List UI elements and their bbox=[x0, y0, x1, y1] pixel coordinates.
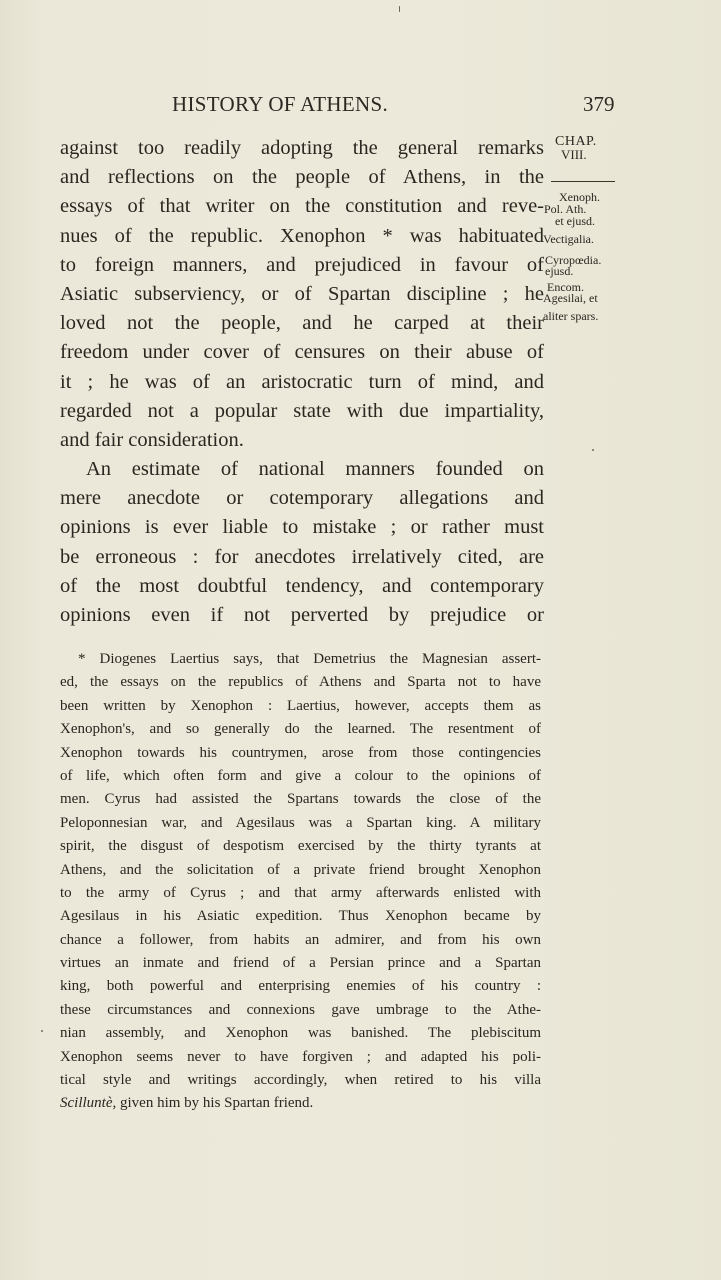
footnote-line-end: given him by his Spartan friend. bbox=[116, 1095, 314, 1112]
text-line: opinions is ever liable to mistake ; or rather must bbox=[60, 516, 544, 539]
footnote-line: of life, which often form and give a colour to the opinions of bbox=[60, 767, 541, 784]
text-line: to foreign manners, and prejudiced in favour of bbox=[60, 253, 544, 276]
text-line: of the most doubtful tendency, and contemporary bbox=[60, 574, 544, 597]
text-line: nues of the republic. Xenophon * was habituated bbox=[60, 224, 544, 247]
margin-note-pol-ath: Pol. Ath. bbox=[544, 202, 587, 216]
footnote-italic-place: Scilluntè, bbox=[60, 1095, 117, 1112]
footnote bbox=[60, 648, 541, 1116]
margin-chap: CHAP. bbox=[555, 134, 597, 149]
footnote-line: Xenophon towards his countrymen, arose from those contingencies bbox=[60, 744, 541, 761]
footnote-line: men. Cyrus had assisted the Spartans towards the close of the bbox=[60, 791, 541, 808]
text-line: mere anecdote or cotemporary allegations and bbox=[60, 487, 544, 510]
main-text bbox=[60, 134, 544, 630]
text-line: regarded not a popular state with due impartiality, bbox=[60, 399, 544, 422]
footnote-line: Xenophon's, and so generally do the learned. The resentment of bbox=[60, 721, 541, 738]
footnote-line: Athens, and the solicitation of a private friend brought Xenophon bbox=[60, 861, 541, 878]
text-line: An estimate of national manners founded on bbox=[86, 458, 544, 481]
footnote-line: to the army of Cyrus ; and that army afterwards enlisted with bbox=[60, 884, 541, 901]
footnote-line: tical style and writings accordingly, when retired to his villa bbox=[60, 1072, 541, 1089]
text-line: and reflections on the people of Athens, in the bbox=[60, 166, 544, 189]
running-head: HISTORY OF ATHENS. bbox=[172, 92, 389, 116]
margin-note-cyropaedia: Cyropœdia. bbox=[545, 253, 602, 267]
text-line: and fair consideration. bbox=[60, 428, 244, 451]
text-line: against too readily adopting the general remarks bbox=[60, 137, 544, 159]
margin-note-et-ejusd: et ejusd. bbox=[555, 214, 595, 228]
margin-rule bbox=[551, 181, 615, 182]
paper-speck bbox=[41, 1030, 43, 1032]
margin-note-encom: Encom. bbox=[547, 280, 584, 294]
text-line: essays of that writer on the constitution and reve- bbox=[60, 195, 544, 218]
text-line: freedom under cover of censures on their abuse of bbox=[60, 341, 544, 364]
footnote-line: nian assembly, and Xenophon was banished. The plebiscitum bbox=[60, 1025, 541, 1042]
margin-note-ejusd: ejusd. bbox=[545, 264, 574, 278]
footnote-line: these circumstances and connexions gave umbrage to the Athe- bbox=[60, 1001, 541, 1018]
margin-note-aliter: aliter spars. bbox=[543, 309, 599, 323]
text-line: be erroneous : for anecdotes irrelatively cited, are bbox=[60, 545, 544, 568]
footnote-line: spirit, the disgust of despotism exercised by the thirty tyrants at bbox=[60, 838, 541, 855]
margin-note-vectigalia: Vectigalia. bbox=[543, 232, 594, 246]
footnote-line: Agesilaus in his Asiatic expedition. Thus Xenophon became by bbox=[60, 908, 541, 925]
margin-note-agesilai: Agesilai, et bbox=[543, 291, 598, 305]
text-line: loved not the people, and he carped at their bbox=[60, 312, 544, 335]
footnote-line: king, both powerful and enterprising enemies of his country : bbox=[60, 978, 541, 995]
page-number: 379 bbox=[583, 92, 615, 116]
paper-speck bbox=[592, 449, 594, 451]
margin-note-xenoph: Xenoph. bbox=[559, 190, 600, 204]
footnote-line: * Diogenes Laertius says, that Demetrius the Magnesian assert- bbox=[78, 651, 541, 667]
footnote-line: virtues an inmate and friend of a Persian prince and a Spartan bbox=[60, 955, 541, 972]
text-line: opinions even if not perverted by prejudice or bbox=[60, 604, 544, 626]
footnote-line: chance a follower, from habits an admirer, and from his own bbox=[60, 931, 541, 948]
footnote-line: Xenophon seems never to have forgiven ; and adapted his poli- bbox=[60, 1048, 541, 1065]
footnote-line: Peloponnesian war, and Agesilaus was a Spartan king. A military bbox=[60, 814, 541, 831]
footnote-line: been written by Xenophon : Laertius, however, accepts them as bbox=[60, 697, 541, 714]
footnote-line bbox=[60, 1092, 541, 1115]
paper-speck bbox=[399, 6, 400, 12]
text-line: Asiatic subserviency, or of Spartan discipline ; he bbox=[60, 282, 544, 305]
margin-chap-number: VIII. bbox=[561, 147, 587, 162]
footnote-line: ed, the essays on the republics of Athens and Sparta not to have bbox=[60, 674, 541, 691]
text-line: it ; he was of an aristocratic turn of mind, and bbox=[60, 370, 544, 393]
